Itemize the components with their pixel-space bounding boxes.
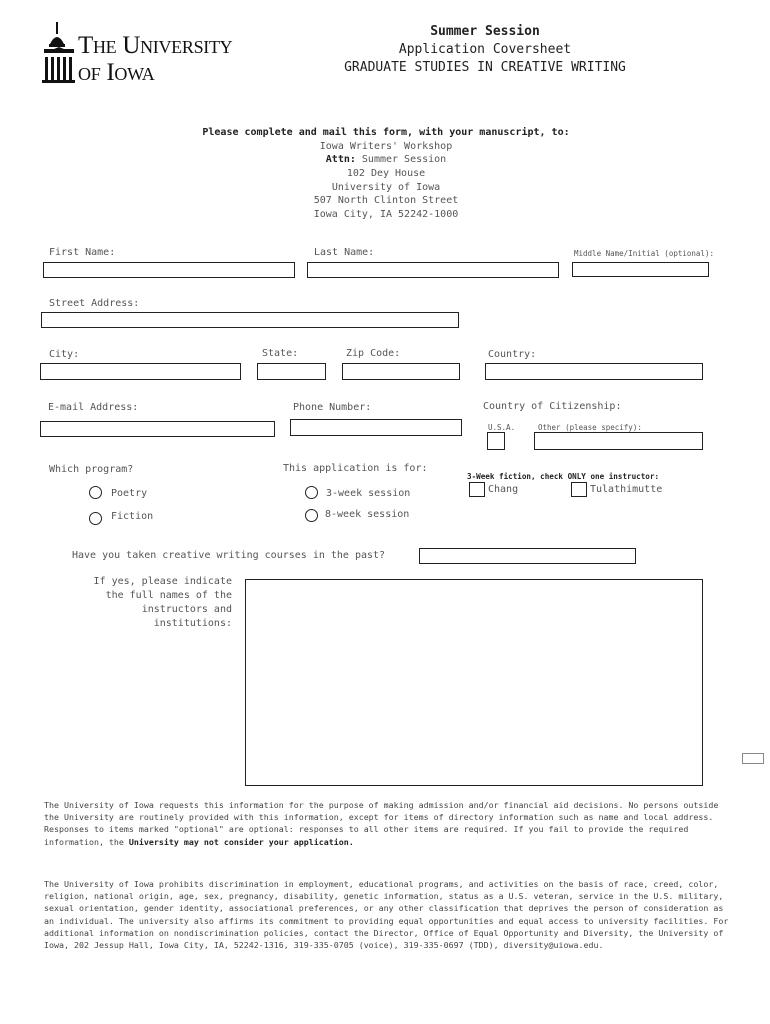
three-week-label: 3-week session [326, 488, 411, 499]
privacy-notice [44, 799, 734, 848]
mailing-line-5: 507 North Clinton Street [313, 195, 459, 206]
phone-label: Phone Number: [293, 402, 372, 413]
tulathimutte-checkbox[interactable] [571, 482, 587, 497]
attn-label: Attn: [325, 154, 356, 165]
header-title-1: Summer Session [430, 24, 540, 39]
country-field[interactable] [485, 363, 703, 380]
old-capitol-icon [42, 22, 78, 84]
last-name-field[interactable] [307, 262, 559, 278]
instructors-textarea[interactable] [245, 579, 703, 786]
three-week-radio[interactable] [305, 486, 318, 499]
courses-question: Have you taken creative writing courses in the past? [72, 550, 386, 561]
instructors-prompt-4: institutions: [153, 618, 232, 629]
eight-week-radio[interactable] [305, 509, 318, 522]
tulathimutte-label: Tulathimutte [590, 484, 663, 495]
instructors-prompt-3: instructors and [141, 604, 232, 615]
usa-checkbox[interactable] [487, 432, 505, 450]
instructors-prompt-2: the full names of the [105, 590, 232, 601]
nondiscrimination-notice: The University of Iowa prohibits discrimination in employment, educational programs, and activities on the basis of race, creed, color, religion, national origin, age, sex, pregnancy, disability, genetic information, status as a U.S. veteran, service in the U.S. military, sexual orientation, gender identity, associational preferences, or any other classification that deprives the person of consideration as an individual. The university also affirms its commitment to providing equal opportunities and equal access to university facilities. For additional information on nondiscrimination policies, contact the Director, Office of Equal Opportunity and Diversity, the University of Iowa, 202 Jessup Hall, Iowa City, IA, 52242-1316, 319-335-0705 (voice), 319-335-0697 (TDD), diversity@uiowa.edu. [44, 879, 729, 951]
country-label: Country: [488, 349, 537, 360]
state-label: State: [262, 348, 299, 359]
zip-label: Zip Code: [346, 348, 401, 359]
email-label: E-mail Address: [48, 402, 139, 413]
first-name-field[interactable] [43, 262, 295, 278]
middle-name-field[interactable] [572, 262, 709, 277]
citizenship-label: Country of Citizenship: [483, 401, 622, 412]
fiction-radio[interactable] [89, 512, 102, 525]
university-logo [42, 22, 272, 86]
poetry-radio[interactable] [89, 486, 102, 499]
attn-value: Summer Session [355, 154, 447, 165]
chang-checkbox[interactable] [469, 482, 485, 497]
mailing-line-3: 102 Dey House [346, 168, 426, 179]
mailing-line-6: Iowa City, IA 52242-1000 [313, 209, 459, 220]
street-label: Street Address: [49, 298, 140, 309]
mailing-line-4: University of Iowa [331, 182, 441, 193]
email-field[interactable] [40, 421, 275, 437]
street-field[interactable] [41, 312, 459, 328]
instructor-label: 3-Week fiction, check ONLY one instructor: [467, 472, 660, 481]
margin-field[interactable] [742, 753, 764, 764]
city-field[interactable] [40, 363, 241, 380]
program-label: Which program? [49, 464, 134, 475]
mailing-intro: Please complete and mail this form, with your manuscript, to: [202, 127, 570, 138]
instructors-prompt-1: If yes, please indicate [93, 576, 232, 587]
zip-field[interactable] [342, 363, 460, 380]
other-citizenship-field[interactable] [534, 432, 703, 450]
privacy-notice-bold: University may not consider your application. [128, 836, 354, 847]
fiction-label: Fiction [111, 511, 154, 522]
header-title-3: GRADUATE STUDIES IN CREATIVE WRITING [344, 60, 626, 75]
logo-line-1: The University [78, 32, 233, 59]
last-name-label: Last Name: [314, 247, 375, 258]
header-title-2: Application Coversheet [398, 42, 572, 57]
phone-field[interactable] [290, 419, 462, 436]
logo-line-2: of Iowa [78, 59, 155, 86]
city-label: City: [49, 349, 80, 360]
state-field[interactable] [257, 363, 326, 380]
mailing-line-1: Iowa Writers' Workshop [319, 141, 453, 152]
session-label: This application is for: [283, 463, 428, 474]
courses-answer-field[interactable] [419, 548, 636, 564]
first-name-label: First Name: [49, 247, 116, 258]
poetry-label: Poetry [111, 488, 148, 499]
other-citizenship-label: Other (please specify): [538, 423, 642, 432]
middle-name-label: Middle Name/Initial (optional): [574, 249, 714, 258]
mailing-attn [186, 153, 586, 167]
eight-week-label: 8-week session [325, 509, 410, 520]
usa-label: U.S.A. [488, 423, 516, 432]
privacy-notice-text: The University of Iowa requests this information for the purpose of making admission and/or financial aid decisions. No persons outside the University are routinely provided with this information, except for items of directory information such as name and local address. Responses to items marked "optional" are optional: responses to all other items are required. If you fail to provide the required information, the [44, 800, 719, 847]
chang-label: Chang [488, 484, 519, 495]
